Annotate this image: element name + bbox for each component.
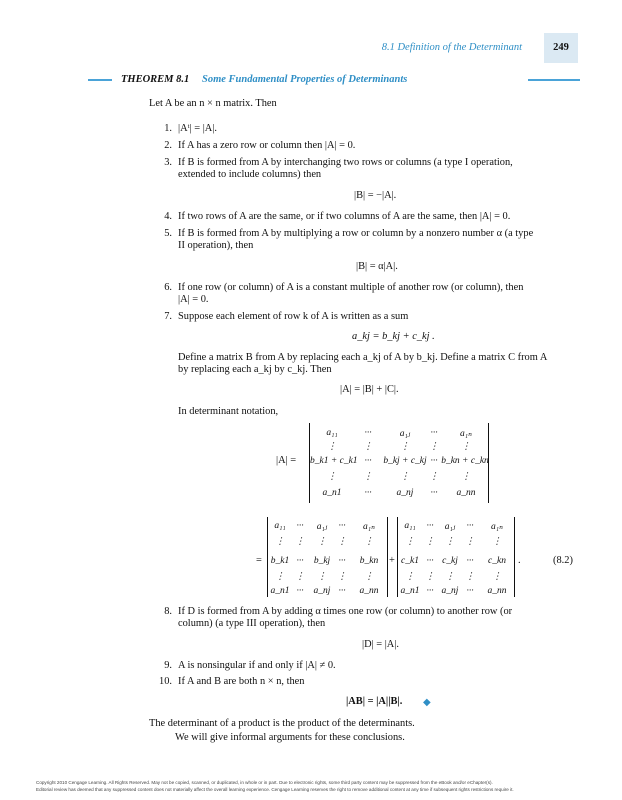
det-cell: ···	[364, 428, 372, 438]
det-cell: ⋮	[363, 472, 373, 482]
copyright-line: Editorial review has deemed that any suppressed content does not materially affect the overall learning experience. Cengage Learning reserves the right to remove additional content at any time if subsequent rights restrictions require it.	[36, 787, 514, 792]
det-cell: ⋮	[465, 537, 475, 547]
det-cell: a₁₁	[326, 428, 338, 438]
det-cell: a_nj	[396, 488, 414, 498]
det-cell: b_kn	[359, 556, 379, 566]
det-cell: a₁₁	[274, 521, 286, 531]
item-text: If one row (or column) of A is a constant multiple of another row (or column), then	[178, 282, 524, 293]
item-number: 10.	[159, 676, 172, 687]
det-cell: b_k1 + c_k1	[310, 456, 358, 466]
item-text: If A and B are both n × n, then	[178, 676, 305, 687]
det-cell: a_nn	[359, 586, 379, 596]
det-cell: c_kn	[488, 556, 506, 566]
det-cell: ···	[338, 521, 346, 531]
det-cell: ⋮	[400, 472, 410, 482]
display-equation: |B| = α|A|.	[356, 261, 398, 272]
item-text: |Aᵗ| = |A|.	[178, 123, 217, 134]
det-cell: ⋮	[327, 472, 337, 482]
item-text: extended to include columns) then	[178, 169, 322, 180]
det-cell: ⋮	[317, 572, 327, 582]
det-cell: a₁ⱼ	[444, 522, 456, 532]
det-cell: ⋮	[364, 537, 374, 547]
plus-sign: +	[389, 555, 395, 566]
item-text: Define a matrix B from A by replacing each a_kj of A by b_kj. Define a matrix C from A	[178, 352, 548, 363]
det-cell: ···	[430, 428, 438, 438]
det-cell: ⋮	[429, 442, 439, 452]
det-cell: b_k1	[270, 556, 290, 566]
det-cell: ⋮	[425, 537, 435, 547]
det-cell: a_nn	[487, 586, 507, 596]
item-number: 1.	[164, 123, 172, 134]
det-cell: a_nj	[313, 586, 331, 596]
display-equation: a_kj = b_kj + c_kj .	[352, 331, 435, 342]
det-cell: ⋮	[492, 537, 502, 547]
display-equation: |AB| = |A||B|.	[346, 696, 403, 707]
det-cell: b_kj	[313, 556, 331, 566]
det-cell: a_nn	[456, 488, 476, 498]
equals-sign: =	[256, 555, 262, 566]
det-cell: ⋮	[317, 537, 327, 547]
det-cell: a_n1	[270, 586, 290, 596]
item-number: 2.	[164, 140, 172, 151]
det-cell: ···	[426, 521, 434, 531]
det-cell: ⋮	[425, 572, 435, 582]
item-text: column) (a type III operation), then	[178, 618, 326, 629]
det-cell: ···	[296, 586, 304, 596]
running-header-title: 8.1 Definition of the Determinant	[381, 42, 522, 53]
det-cell: b_kj + c_kj	[383, 456, 427, 466]
det-cell: ⋮	[445, 537, 455, 547]
item-number: 7.	[164, 311, 172, 322]
equation-number: (8.2)	[553, 555, 573, 566]
display-equation: |B| = −|A|.	[354, 190, 397, 201]
item-text: If two rows of A are the same, or if two columns of A are the same, then |A| = 0.	[178, 211, 511, 222]
det-cell: c_kj	[442, 556, 458, 566]
det-lhs: |A| =	[276, 455, 297, 466]
item-number: 4.	[164, 211, 172, 222]
det-cell: ⋮	[400, 442, 410, 452]
end-of-theorem-marker: ◆	[423, 697, 431, 708]
det-cell: ···	[426, 586, 434, 596]
det-cell: ···	[426, 556, 434, 566]
det-cell: ···	[338, 586, 346, 596]
det-cell: a₁ₙ	[363, 522, 375, 532]
item-text: If D is formed from A by adding α times one row (or column) to another row (or	[178, 606, 513, 617]
det-cell: b_kn + c_kn	[441, 456, 489, 466]
det-cell: ···	[364, 456, 372, 466]
closing-text: We will give informal arguments for these conclusions.	[175, 732, 405, 743]
det-cell: a_n1	[322, 488, 342, 498]
det-bar-right	[387, 517, 388, 597]
det-cell: ···	[466, 586, 474, 596]
det-cell: ⋮	[445, 572, 455, 582]
item-number: 8.	[164, 606, 172, 617]
det-cell: ⋮	[337, 537, 347, 547]
det-cell: a₁ⱼ	[399, 429, 411, 439]
det-bar-right	[514, 517, 515, 597]
det-cell: a₁ₙ	[460, 429, 472, 439]
det-cell: c_k1	[401, 556, 419, 566]
copyright-line: Copyright 2010 Cengage Learning. All Rights Reserved. May not be copied, scanned, or duplicated, in whole or in part. Due to electronic rights, some third party content may be suppressed from the eBook and/or eChapter(s).	[36, 780, 493, 785]
det-cell: ···	[466, 556, 474, 566]
det-cell: a_n1	[400, 586, 420, 596]
det-cell: ⋮	[461, 472, 471, 482]
theorem-label: THEOREM 8.1	[121, 74, 190, 85]
item-text: |A| = 0.	[178, 294, 209, 305]
det-cell: ···	[296, 556, 304, 566]
end-period: .	[518, 555, 521, 566]
det-cell: ···	[466, 521, 474, 531]
item-text: II operation), then	[178, 240, 254, 251]
page-number: 249	[553, 42, 569, 53]
det-cell: ⋮	[363, 442, 373, 452]
theorem-title: Some Fundamental Properties of Determinants	[202, 74, 408, 85]
item-number: 5.	[164, 228, 172, 239]
det-cell: ⋮	[492, 572, 502, 582]
notation-label: In determinant notation,	[178, 406, 279, 417]
det-cell: a₁₁	[404, 521, 416, 531]
det-cell: ⋮	[275, 572, 285, 582]
det-cell: ···	[364, 488, 372, 498]
display-equation: |D| = |A|.	[362, 639, 399, 650]
item-number: 6.	[164, 282, 172, 293]
det-cell: ⋮	[405, 537, 415, 547]
det-cell: ···	[430, 488, 438, 498]
det-cell: ⋮	[461, 442, 471, 452]
intro-text: Let A be an n × n matrix. Then	[149, 98, 277, 109]
item-text: by replacing each a_kj by c_kj. Then	[178, 364, 332, 375]
closing-text: The determinant of a product is the product of the determinants.	[149, 718, 415, 729]
det-cell: a₁ₙ	[491, 522, 503, 532]
item-text: If B is formed from A by multiplying a row or column by a nonzero number α (a type	[178, 228, 534, 239]
item-text: Suppose each element of row k of A is written as a sum	[178, 311, 409, 322]
det-cell: ⋮	[295, 537, 305, 547]
det-cell: ⋮	[429, 472, 439, 482]
det-cell: ···	[296, 521, 304, 531]
item-text: If A has a zero row or column then |A| = 0.	[178, 140, 356, 151]
det-cell: ⋮	[327, 442, 337, 452]
det-cell: ⋮	[337, 572, 347, 582]
det-cell: ⋮	[364, 572, 374, 582]
det-cell: ···	[338, 556, 346, 566]
item-text: If B is formed from A by interchanging two rows or columns (a type I operation,	[178, 157, 513, 168]
item-number: 3.	[164, 157, 172, 168]
item-text: A is nonsingular if and only if |A| ≠ 0.	[178, 660, 336, 671]
det-cell: a_nj	[441, 586, 459, 596]
det-cell: ···	[430, 456, 438, 466]
det-cell: ⋮	[465, 572, 475, 582]
det-cell: ⋮	[295, 572, 305, 582]
det-cell: ⋮	[405, 572, 415, 582]
det-cell: a₁ⱼ	[316, 522, 328, 532]
display-equation: |A| = |B| + |C|.	[340, 384, 399, 395]
det-cell: ⋮	[275, 537, 285, 547]
item-number: 9.	[164, 660, 172, 671]
